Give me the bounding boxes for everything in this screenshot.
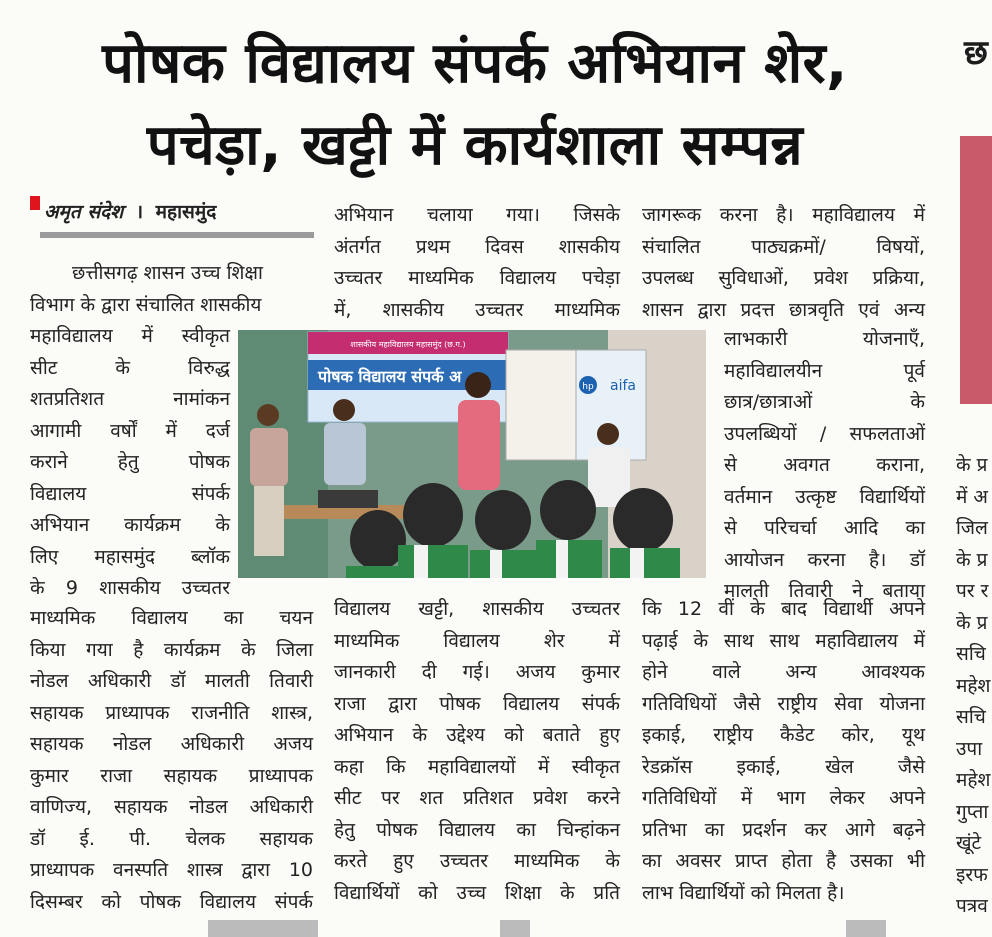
article-line: उपलब्ध सुविधाओं, प्रवेश प्रक्रिया, bbox=[642, 267, 925, 289]
article-line: आयोजन करना है। डॉ bbox=[724, 548, 925, 571]
article-col3-top bbox=[642, 200, 925, 326]
article-line: कि 12 वीं के बाद विद्यार्थी अपने bbox=[642, 598, 925, 620]
article-line: के 9 शासकीय उच्चतर bbox=[30, 577, 230, 599]
article-line: माध्यमिक विद्यालय शेर में bbox=[334, 629, 620, 652]
article-line: से परिचर्चा आदि का bbox=[724, 517, 925, 539]
article-line: हेतु पोषक विद्यालय का चिन्हांकन bbox=[334, 818, 620, 841]
article-col1-bottom bbox=[30, 603, 313, 918]
article-line: आगामी वर्षों में दर्ज bbox=[30, 419, 230, 442]
article-line: कराने हेतु पोषक bbox=[30, 451, 230, 473]
article-line: प्राध्यापक वनस्पति शास्त्र द्वारा 10 bbox=[30, 859, 313, 881]
article-line: कुमार राजा सहायक प्राध्यापक bbox=[30, 764, 313, 787]
article-line: राजा द्वारा पोषक विद्यालय संपर्क bbox=[334, 692, 620, 715]
adjacent-text-fragment: के प्र में अ जिल के प्र पर र के प्र सचि महेश सचि उपा महेश गुप्ता खूंटे इरफ पत्रव bbox=[956, 454, 991, 917]
article-line: होने वाले अन्य आवश्यक bbox=[642, 661, 925, 683]
article-line: विद्यालय खट्टी, शासकीय उच्चतर bbox=[334, 598, 620, 620]
news-photo bbox=[238, 330, 706, 578]
article-line: विभाग के द्वारा संचालित शासकीय bbox=[30, 293, 262, 316]
poster-logo: hp bbox=[582, 382, 594, 392]
article-line: लिए महासमुंद ब्लॉक bbox=[30, 545, 230, 568]
byline-location: महासमुंद bbox=[155, 201, 217, 223]
article-line: अभियान के उद्देश्य को बताते हुए bbox=[334, 724, 620, 746]
banner-header: शासकीय महाविद्यालय महासमुंद (छ.ग.) bbox=[350, 340, 466, 349]
adjacent-photo-fragment bbox=[960, 136, 992, 404]
headline-line-1: पोषक विद्यालय संपर्क अभियान शेर, bbox=[102, 31, 848, 96]
byline-underline bbox=[40, 232, 314, 238]
article-line: में, शासकीय उच्चतर माध्यमिक bbox=[334, 298, 620, 321]
article-line: पढ़ाई के साथ साथ महाविद्यालय में bbox=[642, 629, 925, 652]
adjacent-headline-fragment: छ bbox=[964, 33, 988, 73]
article-line: लाभकारी योजनाएँ, bbox=[724, 328, 925, 350]
article-line: अभियान चलाया गया। जिसके bbox=[334, 204, 620, 226]
article-line: सहायक नोडल अधिकारी अजय bbox=[30, 733, 313, 755]
article-line: वाणिज्य, सहायक नोडल अधिकारी bbox=[30, 796, 313, 818]
article-line: छात्र/छात्राओं के bbox=[724, 391, 925, 413]
article-line: गतिविधियों में भाग लेकर अपने bbox=[642, 787, 925, 809]
article-line: अभियान कार्यक्रम के bbox=[30, 514, 230, 536]
poster-text: aifa bbox=[610, 378, 636, 394]
article-col3-mid bbox=[724, 324, 925, 608]
article-line: महाविद्यालयीन पूर्व bbox=[724, 359, 925, 382]
article-line: गतिविधियों जैसे राष्ट्रीय सेवा योजना bbox=[642, 692, 925, 715]
article-line: से अवगत कराना, bbox=[724, 454, 925, 476]
article-line: विद्यालय संपर्क bbox=[30, 482, 230, 505]
article-line: विद्यार्थियों को उच्च शिक्षा के प्रति bbox=[334, 881, 620, 904]
banner-title: पोषक विद्यालय संपर्क अ bbox=[318, 367, 462, 386]
article-line: संचालित पाठ्यक्रमों/ विषयों, bbox=[642, 235, 925, 258]
article-line: उपलब्धियों / सफलताओं bbox=[724, 422, 925, 445]
article-line: सीट के विरुद्ध bbox=[30, 356, 230, 379]
article-line: शतप्रतिशत नामांकन bbox=[30, 388, 230, 410]
article-col2-bottom bbox=[334, 594, 620, 909]
article-line: अंतर्गत प्रथम दिवस शासकीय bbox=[334, 235, 620, 258]
article-col1-lead: छत्तीसगढ़ शासन उच्च शिक्षा bbox=[72, 262, 263, 284]
bottom-text-fragment bbox=[208, 920, 318, 937]
article-line: करते हुए उच्चतर माध्यमिक के bbox=[334, 850, 620, 872]
article-col1-top bbox=[30, 258, 263, 605]
bottom-text-fragment bbox=[846, 920, 886, 937]
article-line: जागरूक करना है। महाविद्यालय में bbox=[642, 204, 925, 226]
article-line: जानकारी दी गई। अजय कुमार bbox=[334, 661, 620, 683]
article-line: इकाई, राष्ट्रीय कैडेट कोर, यूथ bbox=[642, 724, 925, 746]
article-line: डॉ ई. पी. चेलक सहायक bbox=[30, 827, 313, 850]
adjacent-article-fragment bbox=[950, 0, 992, 937]
article-line: का अवसर प्राप्त होता है उसका भी bbox=[642, 850, 925, 872]
article-line: सहायक प्राध्यापक राजनीति शास्त्र, bbox=[30, 701, 313, 724]
article-line: शासन द्वारा प्रदत्त छात्रवृति एवं अन्य bbox=[642, 298, 925, 321]
article-line: किया गया है कार्यक्रम के जिला bbox=[30, 638, 313, 661]
byline-separator: । bbox=[135, 201, 144, 223]
byline bbox=[30, 196, 314, 244]
article-line: लाभ विद्यार्थियों को मिलता है। bbox=[642, 881, 845, 904]
article-line: कहा कि महाविद्यालयों में स्वीकृत bbox=[334, 755, 620, 778]
headline-line-2: पचेड़ा, खट्टी में कार्यशाला सम्पन्न bbox=[146, 113, 804, 178]
article-col3-bottom bbox=[642, 594, 925, 909]
article-line: प्रतिभा का प्रदर्शन कर आगे बढ़ने bbox=[642, 818, 925, 841]
news-photo-illustration bbox=[238, 330, 706, 578]
article-line: दिसम्बर को पोषक विद्यालय संपर्क bbox=[30, 890, 313, 913]
article-line: मालती तिवारी ने बताया bbox=[724, 580, 925, 602]
bottom-text-fragment bbox=[500, 920, 530, 937]
article-line: माध्यमिक विद्यालय का चयन bbox=[30, 607, 313, 629]
byline-red-mark bbox=[30, 196, 40, 210]
article-line: वर्तमान उत्कृष्ट विद्यार्थियों bbox=[724, 485, 925, 508]
article-line: महाविद्यालय में स्वीकृत bbox=[30, 325, 230, 347]
article-line: नोडल अधिकारी डॉ मालती तिवारी bbox=[30, 670, 313, 692]
article-line: उच्चतर माध्यमिक विद्यालय पचेड़ा bbox=[334, 267, 620, 289]
article-line: सीट पर शत प्रतिशत प्रवेश करने bbox=[334, 787, 620, 809]
byline-paper-name: अमृत संदेश bbox=[44, 201, 124, 223]
article-line: रेडक्रॉस इकाई, खेल जैसे bbox=[642, 755, 925, 778]
article-col2-top bbox=[334, 200, 620, 326]
